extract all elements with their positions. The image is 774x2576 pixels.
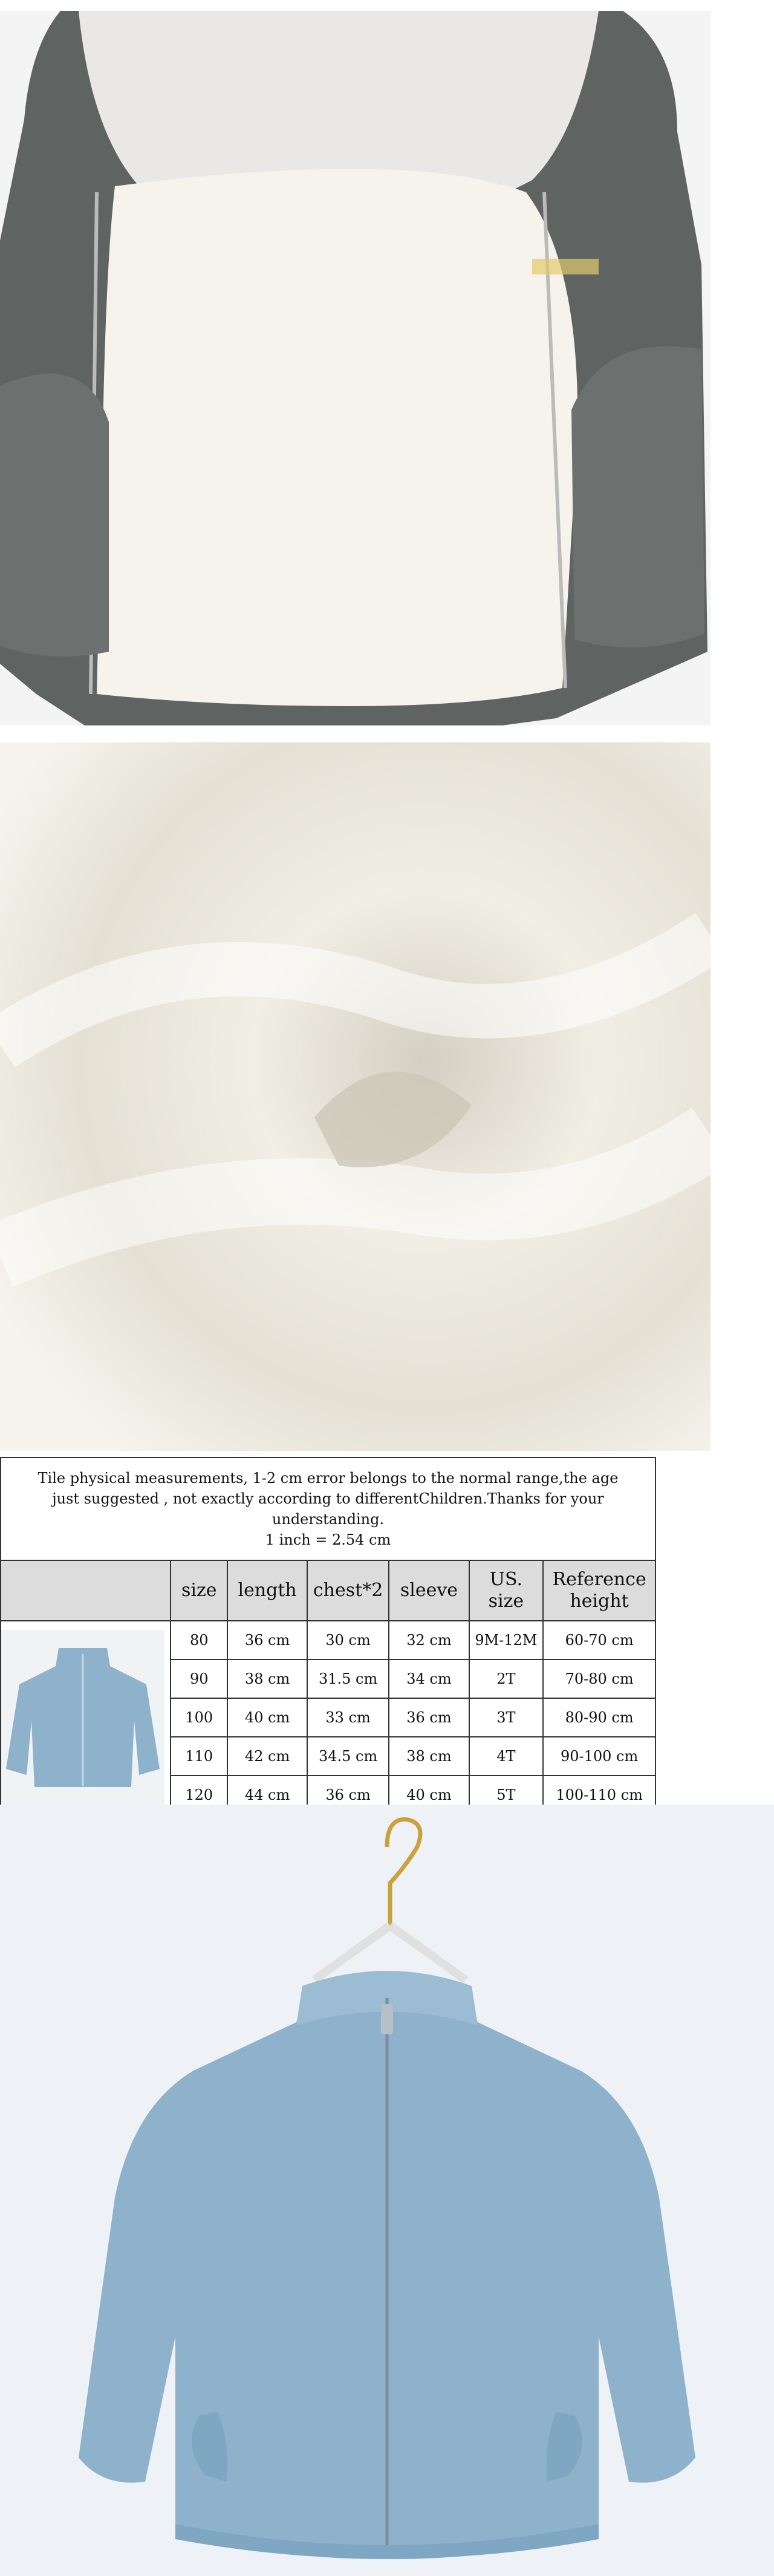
blue-jacket-thumbnail xyxy=(1,1630,164,1805)
header-chest: chest*2 xyxy=(307,1560,389,1621)
cell-chest: 34.5 cm xyxy=(307,1737,389,1776)
cell-chest: 33 cm xyxy=(307,1698,389,1737)
header-sleeve: sleeve xyxy=(389,1560,469,1621)
cell-size: 120 xyxy=(171,1776,227,1814)
cell-us-size: 3T xyxy=(469,1698,544,1737)
jacket-lining-photo xyxy=(0,11,711,725)
cell-chest: 30 cm xyxy=(307,1621,389,1659)
cell-sleeve: 38 cm xyxy=(389,1737,469,1776)
cell-reference-height: 90-100 cm xyxy=(543,1737,655,1776)
header-reference-height: Reference height xyxy=(543,1560,655,1621)
cell-length: 42 cm xyxy=(227,1737,307,1776)
header-length: length xyxy=(227,1560,307,1621)
product-thumbnail xyxy=(1,1621,171,1814)
cell-us-size: 4T xyxy=(469,1737,544,1776)
blue-jacket-illustration xyxy=(0,1805,774,2576)
cell-size: 80 xyxy=(171,1621,227,1659)
cell-chest: 36 cm xyxy=(307,1776,389,1814)
cell-us-size: 2T xyxy=(469,1659,544,1698)
cell-sleeve: 34 cm xyxy=(389,1659,469,1698)
cell-length: 36 cm xyxy=(227,1621,307,1659)
cell-sleeve: 32 cm xyxy=(389,1621,469,1659)
inch-conversion-note: 1 inch = 2.54 cm xyxy=(265,1531,391,1548)
note-line: just suggested , not exactly according to differentChildren.Thanks for your xyxy=(52,1490,604,1507)
fleece-closeup-photo xyxy=(0,742,711,1451)
cell-chest: 31.5 cm xyxy=(307,1659,389,1698)
cell-reference-height: 100-110 cm xyxy=(543,1776,655,1814)
zipper-pull-icon xyxy=(381,2004,393,2034)
cell-us-size: 5T xyxy=(469,1776,544,1814)
cell-size: 110 xyxy=(171,1737,227,1776)
size-table xyxy=(0,1457,656,1815)
blue-jacket-photo xyxy=(0,1805,774,2576)
cell-sleeve: 40 cm xyxy=(389,1776,469,1814)
header-us-size: US. size xyxy=(469,1560,544,1621)
cell-us-size: 9M-12M xyxy=(469,1621,544,1659)
cell-reference-height: 80-90 cm xyxy=(543,1698,655,1737)
note-line: understanding. xyxy=(272,1511,385,1528)
cell-length: 38 cm xyxy=(227,1659,307,1698)
header-blank xyxy=(1,1560,171,1621)
note-line: Tile physical measurements, 1-2 cm error belongs to the normal range,the age xyxy=(37,1470,619,1487)
cell-reference-height: 60-70 cm xyxy=(543,1621,655,1659)
fleece-texture-illustration xyxy=(0,742,711,1451)
header-size: size xyxy=(171,1560,227,1621)
cell-size: 90 xyxy=(171,1659,227,1698)
size-chart xyxy=(0,1457,656,1803)
jacket-lining-illustration xyxy=(0,11,711,725)
cell-size: 100 xyxy=(171,1698,227,1737)
cell-reference-height: 70-80 cm xyxy=(543,1659,655,1698)
cell-sleeve: 36 cm xyxy=(389,1698,469,1737)
table-header-row xyxy=(1,1560,655,1621)
cell-length: 40 cm xyxy=(227,1698,307,1737)
cell-length: 44 cm xyxy=(227,1776,307,1814)
table-row xyxy=(1,1621,655,1659)
size-chart-note xyxy=(1,1458,655,1560)
